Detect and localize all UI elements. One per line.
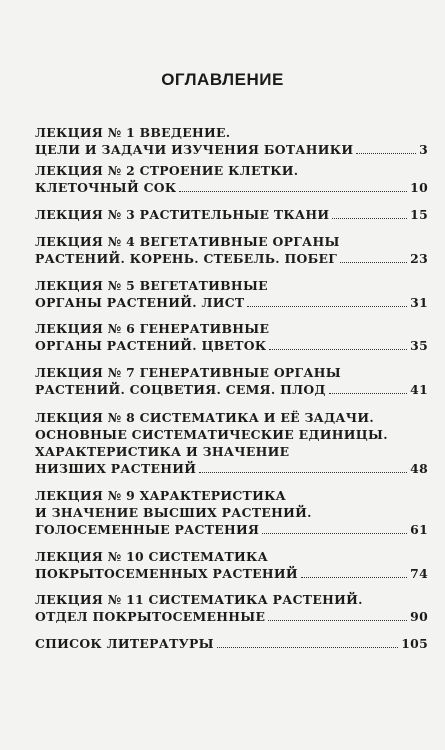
toc-entry-line: ХАРАКТЕРИСТИКА И ЗНАЧЕНИЕ [35, 444, 290, 459]
toc-entry[interactable] [35, 487, 428, 538]
toc-entry[interactable] [35, 409, 428, 477]
toc-entry-last-line [35, 179, 428, 196]
toc-entry-line: ПОКРЫТОСЕМЕННЫХ РАСТЕНИЙ [35, 566, 298, 581]
toc-entry-line: ОРГАНЫ РАСТЕНИЙ. ЦВЕТОК [35, 338, 267, 353]
toc-entry[interactable] [35, 233, 428, 267]
dot-leader [301, 577, 407, 578]
toc-entry-last-line [35, 141, 428, 158]
toc-page-number: 48 [410, 461, 428, 476]
toc-entry[interactable] [35, 277, 428, 311]
dot-leader [199, 472, 407, 473]
toc-entry-line: ЛЕКЦИЯ № 1 ВВЕДЕНИЕ. [35, 125, 231, 140]
toc-page-number: 23 [410, 251, 428, 266]
toc-page-number: 35 [410, 338, 428, 353]
toc-entry-line: ОСНОВНЫЕ СИСТЕМАТИЧЕСКИЕ ЕДИНИЦЫ. [35, 427, 388, 442]
toc-entry-line: ЛЕКЦИЯ № 5 ВЕГЕТАТИВНЫЕ [35, 278, 268, 293]
toc-entry[interactable] [35, 320, 428, 354]
toc-entry-last-line [35, 294, 428, 311]
dot-leader [179, 191, 407, 192]
toc-entry-line: ГОЛОСЕМЕННЫЕ РАСТЕНИЯ [35, 522, 260, 537]
toc-entry[interactable] [35, 162, 428, 196]
toc-entry-line: РАСТЕНИЙ. КОРЕНЬ. СТЕБЕЛЬ. ПОБЕГ [35, 251, 338, 266]
toc-entry-last-line [35, 608, 428, 625]
dot-leader [332, 218, 407, 219]
toc-entry-line: ЛЕКЦИЯ № 4 ВЕГЕТАТИВНЫЕ ОРГАНЫ [35, 234, 340, 249]
toc-entry-last-line [35, 460, 428, 477]
toc-page-number: 61 [410, 522, 428, 537]
dot-leader [247, 306, 407, 307]
toc-entry-last-line [35, 381, 428, 398]
table-of-contents [35, 124, 428, 652]
toc-entry-last-line [35, 337, 428, 354]
toc-entry-line: И ЗНАЧЕНИЕ ВЫСШИХ РАСТЕНИЙ. [35, 505, 312, 520]
toc-entry-line: ЛЕКЦИЯ № 8 СИСТЕМАТИКА И ЕЁ ЗАДАЧИ. [35, 410, 375, 425]
toc-entry-line: ЛЕКЦИЯ № 9 ХАРАКТЕРИСТИКА [35, 488, 287, 503]
toc-entry[interactable] [35, 548, 428, 582]
toc-entry-line: НИЗШИХ РАСТЕНИЙ [35, 461, 197, 476]
toc-entry-line: ЛЕКЦИЯ № 6 ГЕНЕРАТИВНЫЕ [35, 321, 270, 336]
toc-entry-last-line [35, 521, 428, 538]
toc-page-number: 31 [410, 295, 428, 310]
toc-page-number: 41 [410, 382, 428, 397]
dot-leader [356, 153, 416, 154]
dot-leader [329, 393, 407, 394]
dot-leader [340, 262, 407, 263]
toc-entry[interactable] [35, 364, 428, 398]
page-title: ОГЛАВЛЕНИЕ [161, 70, 284, 89]
dot-leader [268, 620, 407, 621]
toc-page-number: 10 [410, 180, 428, 195]
toc-page-number: 3 [419, 142, 428, 157]
toc-page-number: 90 [410, 609, 428, 624]
toc-page-number: 105 [401, 636, 428, 651]
toc-page-number: 74 [410, 566, 428, 581]
dot-leader [269, 349, 407, 350]
toc-entry[interactable] [35, 591, 428, 625]
toc-entry-last-line [35, 250, 428, 267]
toc-entry[interactable] [35, 206, 428, 223]
toc-page-number: 15 [410, 207, 428, 222]
toc-entry-line: ЛЕКЦИЯ № 11 СИСТЕМАТИКА РАСТЕНИЙ. [35, 592, 363, 607]
toc-entry[interactable] [35, 635, 428, 652]
dot-leader [262, 533, 407, 534]
toc-entry-line: ЛЕКЦИЯ № 7 ГЕНЕРАТИВНЫЕ ОРГАНЫ [35, 365, 341, 380]
toc-entry-line: ЦЕЛИ И ЗАДАЧИ ИЗУЧЕНИЯ БОТАНИКИ [35, 142, 354, 157]
dot-leader [217, 647, 398, 648]
toc-entry-line: СПИСОК ЛИТЕРАТУРЫ [35, 636, 214, 651]
toc-entry-line: ЛЕКЦИЯ № 2 СТРОЕНИЕ КЛЕТКИ. [35, 163, 299, 178]
toc-entry[interactable] [35, 124, 428, 158]
toc-entry-line: ОРГАНЫ РАСТЕНИЙ. ЛИСТ [35, 295, 245, 310]
toc-entry-line: ЛЕКЦИЯ № 10 СИСТЕМАТИКА [35, 549, 269, 564]
toc-entry-line: КЛЕТОЧНЫЙ СОК [35, 180, 177, 195]
toc-entry-line: РАСТЕНИЙ. СОЦВЕТИЯ. СЕМЯ. ПЛОД [35, 382, 326, 397]
toc-entry-line: ЛЕКЦИЯ № 3 РАСТИТЕЛЬНЫЕ ТКАНИ [35, 207, 330, 222]
toc-entry-last-line [35, 206, 428, 223]
toc-entry-line: ОТДЕЛ ПОКРЫТОСЕМЕННЫЕ [35, 609, 266, 624]
toc-entry-last-line [35, 635, 428, 652]
toc-entry-last-line [35, 565, 428, 582]
